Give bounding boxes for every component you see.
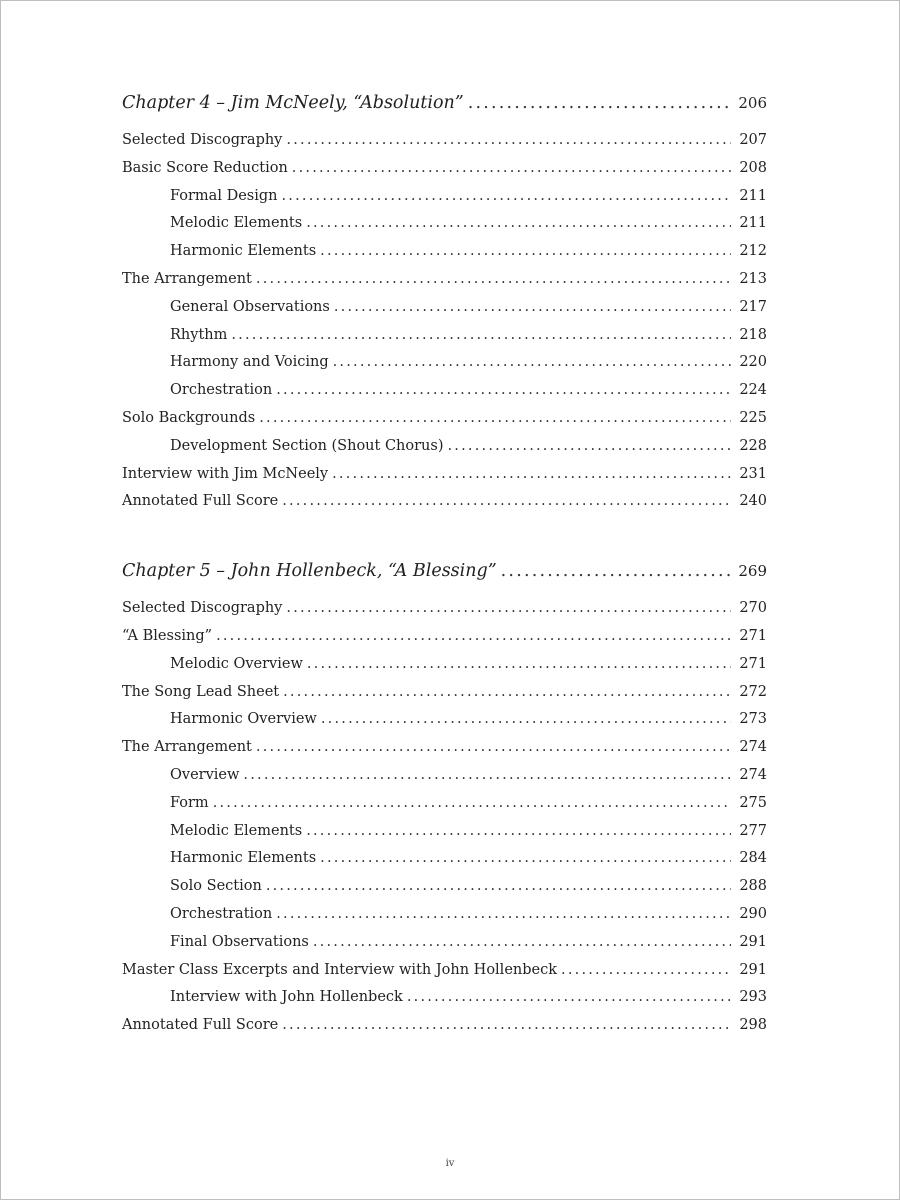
dot-leader bbox=[333, 354, 731, 370]
entry-page-number: 274 bbox=[739, 766, 767, 783]
entry-label: Solo Section bbox=[170, 878, 262, 895]
entry-label: Annotated Full Score bbox=[122, 493, 279, 510]
entry-page-number: 228 bbox=[739, 437, 767, 454]
dot-leader bbox=[213, 795, 731, 811]
entry-label: Master Class Excerpts and Interview with John Hollenbeck bbox=[122, 961, 558, 978]
entry-page-number: 284 bbox=[739, 850, 767, 867]
entry-label: Annotated Full Score bbox=[122, 1017, 279, 1034]
entry-label: Final Observations bbox=[170, 933, 309, 950]
toc-subentry[interactable] bbox=[122, 299, 767, 327]
toc-subentry[interactable] bbox=[122, 354, 767, 382]
entry-page-number: 224 bbox=[739, 382, 767, 399]
table-of-contents bbox=[122, 93, 767, 1085]
entry-page-number: 231 bbox=[739, 465, 767, 482]
entry-page-number: 298 bbox=[739, 1017, 767, 1034]
chapter-page-number: 269 bbox=[738, 562, 767, 581]
entry-label: Solo Backgrounds bbox=[122, 409, 256, 426]
dot-leader bbox=[283, 684, 731, 700]
toc-chapter-5 bbox=[122, 561, 767, 1045]
dot-leader bbox=[282, 1017, 731, 1033]
toc-subentry[interactable] bbox=[122, 795, 767, 823]
dot-leader bbox=[276, 382, 731, 398]
entry-page-number: 212 bbox=[739, 243, 767, 260]
dot-leader bbox=[320, 850, 731, 866]
dot-leader bbox=[447, 438, 731, 454]
entry-page-number: 291 bbox=[739, 961, 767, 978]
entry-page-number: 271 bbox=[739, 655, 767, 672]
dot-leader bbox=[286, 600, 731, 616]
toc-subentry[interactable] bbox=[122, 438, 767, 466]
toc-chapter-4 bbox=[122, 93, 767, 521]
toc-subentry[interactable] bbox=[122, 934, 767, 962]
entry-label: Harmonic Overview bbox=[170, 711, 317, 728]
entry-label: Orchestration bbox=[170, 905, 273, 922]
dot-leader bbox=[286, 132, 731, 148]
toc-subentry[interactable] bbox=[122, 823, 767, 851]
dot-leader bbox=[256, 271, 731, 287]
entry-label: Basic Score Reduction bbox=[122, 159, 288, 176]
toc-entry[interactable] bbox=[122, 160, 767, 188]
chapter-page-number: 206 bbox=[738, 94, 767, 112]
toc-entry[interactable] bbox=[122, 962, 767, 990]
page-folio: iv bbox=[445, 1158, 455, 1169]
entry-label: Form bbox=[170, 794, 209, 811]
entry-page-number: 273 bbox=[739, 711, 767, 728]
entry-label: Harmonic Elements bbox=[170, 243, 317, 260]
toc-subentry[interactable] bbox=[122, 327, 767, 355]
entry-page-number: 217 bbox=[739, 298, 767, 315]
entry-page-number: 270 bbox=[739, 600, 767, 617]
toc-entry[interactable] bbox=[122, 1017, 767, 1045]
entry-page-number: 220 bbox=[739, 354, 767, 371]
entry-label: Selected Discography bbox=[122, 600, 283, 617]
entry-label: Overview bbox=[170, 766, 240, 783]
dot-leader bbox=[306, 215, 731, 231]
entry-page-number: 211 bbox=[739, 215, 767, 232]
toc-subentry[interactable] bbox=[122, 850, 767, 878]
toc-subentry[interactable] bbox=[122, 906, 767, 934]
toc-subentry[interactable] bbox=[122, 243, 767, 271]
toc-subentry[interactable] bbox=[122, 711, 767, 739]
entry-page-number: 211 bbox=[739, 187, 767, 204]
entry-label: Melodic Overview bbox=[170, 655, 303, 672]
entry-label: The Arrangement bbox=[122, 739, 252, 756]
dot-leader bbox=[334, 299, 731, 315]
toc-subentry[interactable] bbox=[122, 767, 767, 795]
toc-subentry[interactable] bbox=[122, 382, 767, 410]
toc-entry[interactable] bbox=[122, 684, 767, 712]
entry-page-number: 290 bbox=[739, 905, 767, 922]
toc-subentry[interactable] bbox=[122, 878, 767, 906]
toc-entry[interactable] bbox=[122, 410, 767, 438]
dot-leader bbox=[259, 410, 731, 426]
dot-leader bbox=[243, 767, 731, 783]
entry-page-number: 225 bbox=[739, 409, 767, 426]
toc-entry[interactable] bbox=[122, 628, 767, 656]
toc-subentry[interactable] bbox=[122, 989, 767, 1017]
dot-leader bbox=[282, 493, 731, 509]
dot-leader bbox=[332, 466, 731, 482]
entry-page-number: 275 bbox=[739, 794, 767, 811]
dot-leader bbox=[231, 327, 731, 343]
toc-entry[interactable] bbox=[122, 466, 767, 494]
entry-label: The Arrangement bbox=[122, 270, 252, 287]
entry-page-number: 208 bbox=[739, 159, 767, 176]
dot-leader bbox=[307, 656, 731, 672]
dot-leader bbox=[292, 160, 731, 176]
dot-leader bbox=[281, 188, 731, 204]
toc-subentry[interactable] bbox=[122, 656, 767, 684]
toc-entry[interactable] bbox=[122, 600, 767, 628]
entry-page-number: 288 bbox=[739, 878, 767, 895]
entry-label: “A Blessing” bbox=[122, 627, 213, 644]
entry-page-number: 277 bbox=[739, 822, 767, 839]
entry-page-number: 272 bbox=[739, 683, 767, 700]
dot-leader bbox=[468, 93, 731, 113]
entry-label: The Song Lead Sheet bbox=[122, 683, 280, 700]
chapter-heading[interactable] bbox=[122, 561, 767, 595]
entry-label: Interview with John Hollenbeck bbox=[170, 989, 403, 1006]
entry-page-number: 293 bbox=[739, 989, 767, 1006]
dot-leader bbox=[306, 823, 731, 839]
dot-leader bbox=[320, 243, 731, 259]
entry-page-number: 218 bbox=[739, 326, 767, 343]
dot-leader bbox=[256, 739, 731, 755]
toc-entry[interactable] bbox=[122, 739, 767, 767]
entry-label: Rhythm bbox=[170, 326, 228, 343]
entry-page-number: 207 bbox=[739, 132, 767, 148]
entry-label: Melodic Elements bbox=[170, 215, 303, 232]
dot-leader bbox=[501, 561, 731, 581]
entry-page-number: 291 bbox=[739, 933, 767, 950]
entry-label: Development Section (Shout Chorus) bbox=[170, 437, 444, 454]
toc-entry[interactable] bbox=[122, 132, 767, 160]
entry-label: Selected Discography bbox=[122, 132, 283, 148]
dot-leader bbox=[561, 962, 731, 978]
chapter-title: Chapter 4 – Jim McNeely, “Absolution” bbox=[122, 93, 464, 113]
dot-leader bbox=[313, 934, 731, 950]
dot-leader bbox=[321, 711, 731, 727]
dot-leader bbox=[216, 628, 731, 644]
dot-leader bbox=[407, 989, 731, 1005]
entry-page-number: 274 bbox=[739, 739, 767, 756]
toc-entry[interactable] bbox=[122, 271, 767, 299]
dot-leader bbox=[276, 906, 731, 922]
entry-label: Melodic Elements bbox=[170, 822, 303, 839]
entry-label: Interview with Jim McNeely bbox=[122, 465, 329, 482]
entry-label: Harmonic Elements bbox=[170, 850, 317, 867]
toc-entry[interactable] bbox=[122, 493, 767, 521]
entry-page-number: 240 bbox=[739, 493, 767, 510]
entry-label: Harmony and Voicing bbox=[170, 354, 329, 371]
toc-subentry[interactable] bbox=[122, 215, 767, 243]
entry-page-number: 271 bbox=[739, 627, 767, 644]
chapter-heading[interactable] bbox=[122, 93, 767, 127]
toc-subentry[interactable] bbox=[122, 188, 767, 216]
entry-label: Formal Design bbox=[170, 187, 278, 204]
entry-label: General Observations bbox=[170, 298, 330, 315]
chapter-title: Chapter 5 – John Hollenbeck, “A Blessing” bbox=[122, 561, 497, 582]
entry-label: Orchestration bbox=[170, 382, 273, 399]
dot-leader bbox=[266, 878, 731, 894]
entry-page-number: 213 bbox=[739, 270, 767, 287]
